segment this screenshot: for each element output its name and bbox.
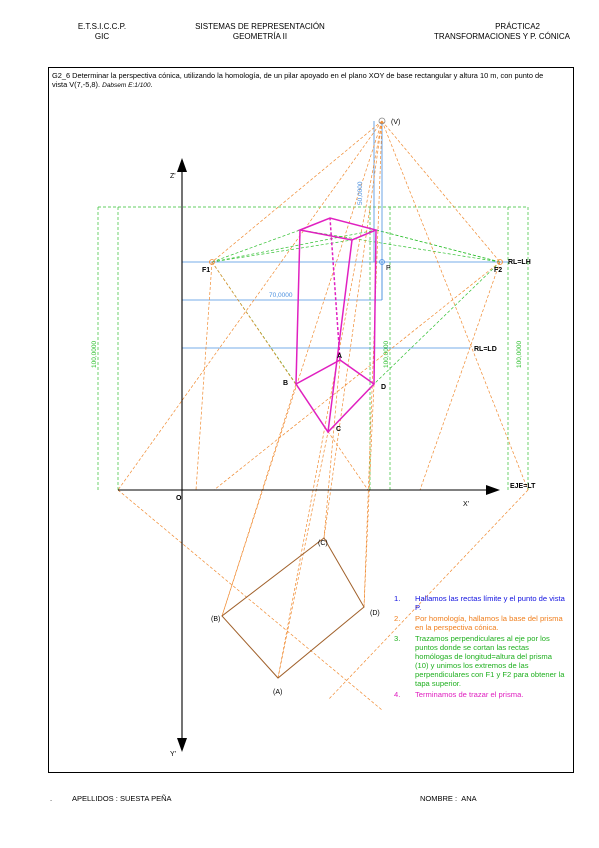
prism-top [300,218,376,240]
step-number: 1. [394,594,401,603]
plan-a-label: (A) [273,689,283,696]
x-axis-label: X' [463,501,470,508]
steps-list [394,594,565,701]
step-item [394,594,565,612]
vertex-label: (V) [391,119,401,126]
p-label: P [386,265,391,272]
y-axis-label: Y' [170,751,177,758]
point-a-label: A [337,353,343,360]
surname-value: SUESTA PEÑA [119,794,172,803]
school-name: E.T.S.I.C.C.P. [77,22,127,31]
y-axis-arrow [177,738,187,752]
step-number: 3. [394,634,401,643]
point-b-label: B [283,380,289,387]
step-text: Trazamos perpendiculares al eje por los puntos donde se cortan las rectas homólogas de longitud=altura del prisma (10) y unimos los extremos de las perpendiculares con F1 y F2 para obtener la tapa superior. [415,634,565,688]
plan-d-label: (D) [370,610,380,617]
surname-label: APELLIDOS : [72,794,118,803]
origin-label: O [176,495,182,502]
dim-70-label: 70,0000 [269,292,293,299]
eje-lt-label: EJE=LT [510,483,536,490]
footer-dot: . [50,794,53,803]
practice-name: PRÁCTICA2 [495,22,540,31]
step-number: 2. [394,614,401,623]
f2-label: F2 [494,267,503,274]
practice-sub: TRANSFORMACIONES Y P. CÓNICA [433,32,570,41]
prism-edge-c [328,240,352,432]
step-item [394,634,565,688]
rl-lh-label: RL=LH [508,259,531,266]
f1-label: F1 [202,267,211,274]
dimension-labels [91,181,523,368]
school-sub: GIC [94,32,110,41]
green-construction-lines [98,207,528,490]
name-label: NOMBRE : [420,794,458,803]
point-c-label: C [336,426,342,433]
dim-100-right-label: 100,0000 [516,340,523,368]
plan-base-square [222,538,364,678]
dim-100-mid-label: 100,0000 [383,340,390,368]
step-number: 4. [394,690,401,699]
prism-edge-b [296,230,300,384]
name-value: ANA [461,794,477,803]
statement-scale: Dabsem E:1/100 [102,82,151,89]
prism-edge-a [330,218,343,360]
dim-50-label: 50,0000 [357,181,364,205]
step-text: Terminamos de trazar el prisma. [415,690,524,699]
plan-b-label: (B) [211,616,221,623]
statement-text: G2_6 Determinar la perspectiva cónica, utilizando la homología, de un pilar apoyado en el plano XOY de base rectangular y altura 10 m, con punto de vista V(7,-5,8). [52,71,544,89]
point-d-label: D [381,384,387,391]
name-field [420,794,477,803]
surname-field [72,794,172,803]
subject-sub: GEOMETRÍA II [232,32,288,41]
z-axis-label: Z' [170,173,176,180]
rl-ld-label: RL=LD [474,346,497,353]
key-points [210,118,503,265]
subject-name: SISTEMAS DE REPRESENTACIÓN [195,22,325,31]
dim-100-left-label: 100,0000 [91,340,98,368]
z-axis-arrow [177,158,187,172]
plan-c-label: (C) [318,540,328,547]
step-text: Por homología, hallamos la base del prisma en la perspectiva cónica. [415,614,563,632]
step-item [394,614,565,632]
step-text: Hallamos las rectas límite y el punto de vista P. [415,594,565,612]
step-item [394,690,565,699]
x-axis-arrow [486,485,500,495]
blue-construction-lines [182,121,508,348]
problem-statement: G2_6 Determinar la perspectiva cónica, utilizando la homología, de un pilar apoyado en el plano XOY de base rectangular y altura 10 m, con punto de vista V(7,-5,8). Dabsem E:1/100. [52,71,544,89]
